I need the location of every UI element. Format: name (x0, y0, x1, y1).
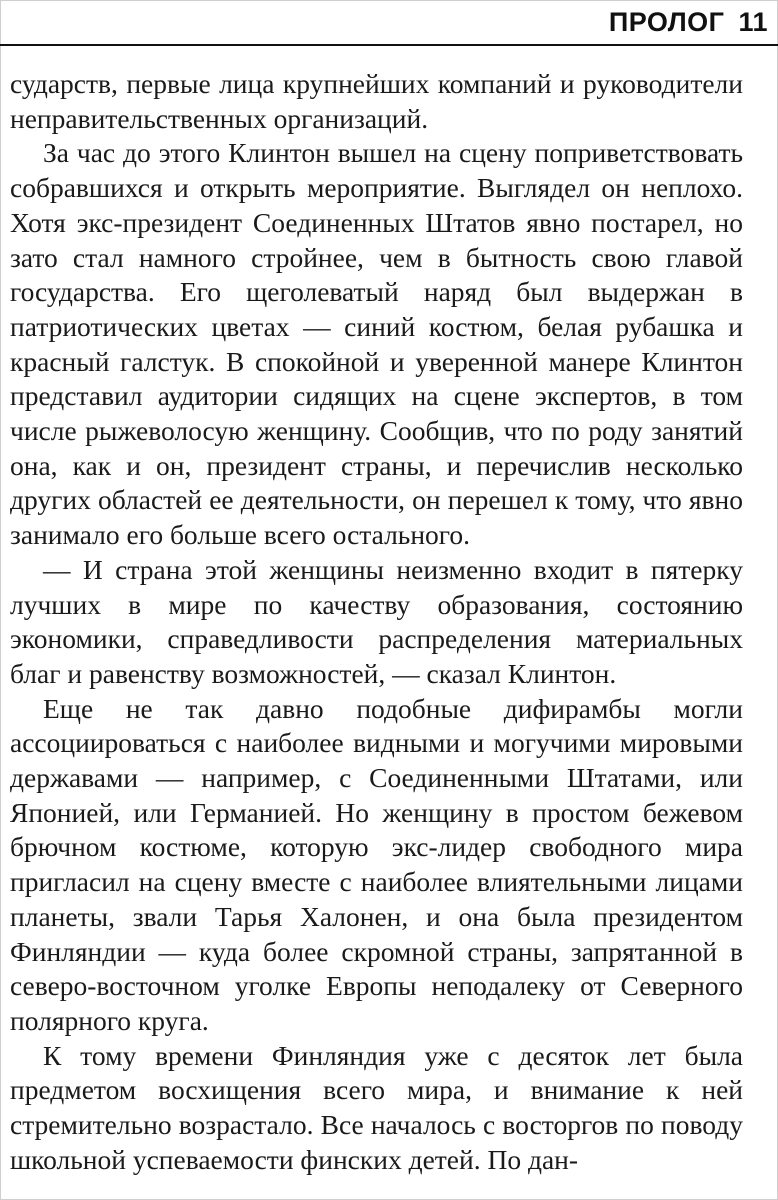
running-header (609, 2, 768, 42)
paragraph-quote: — И страна этой женщины неизменно входит в пятерку лучших в мире по качеству образования, состоянию экономики, справедливости распределения материальных благ и равенству возможностей, — сказал Клинтон. (10, 553, 743, 689)
page-number: 11 (738, 6, 768, 37)
paragraph: Еще не так давно подобные дифирамбы могли ассоциироваться с наиболее видными и могучими мировыми державами — например, с Соединенными Штатами, или Японией, или Германией. Но женщину в простом бежевом брючном костюме, которую экс-лидер свободного мира пригласил на сцену вместе с наиболее влиятельными лицами планеты, звали Тарья Халонен, и она была президентом Финляндии — куда более скромной страны, запрятанной в северо-восточном уголке Европы неподалеку от Северного полярного круга. (10, 692, 743, 1036)
body-text (10, 67, 743, 1178)
paragraph-continued: сударств, первые лица крупнейших компаний и руководители неправительственных организаций. (10, 68, 743, 134)
section-title: ПРОЛОГ (608, 6, 725, 37)
paragraph: За час до этого Клинтон вышел на сцену поприветствовать собравшихся и открыть мероприятие. Выглядел он неплохо. Хотя экс-президент Соединенных Штатов явно постарел, но зато стал намного стройнее, чем в бытность свою главой государства. Его щеголеватый наряд был выдержан в патриотических цветах — синий костюм, белая рубашка и красный галстук. В спокойной и уверенной манере Клинтон представил аудитории сидящих на сцене экспертов, в том числе рыжеволосую женщину. Сообщив, что по роду занятий она, как и он, президент страны, и перечислив несколько других областей ее деятельности, он перешел к тому, что явно занимало его больше всего остального. (10, 137, 743, 551)
paragraph: К тому времени Финляндия уже с десяток лет была предметом восхищения всего мира, и внимание к ней стремительно возрастало. Все началось с восторгов по поводу школьной успеваемости финских детей. По дан- (10, 1039, 743, 1175)
header-rule (0, 44, 778, 46)
